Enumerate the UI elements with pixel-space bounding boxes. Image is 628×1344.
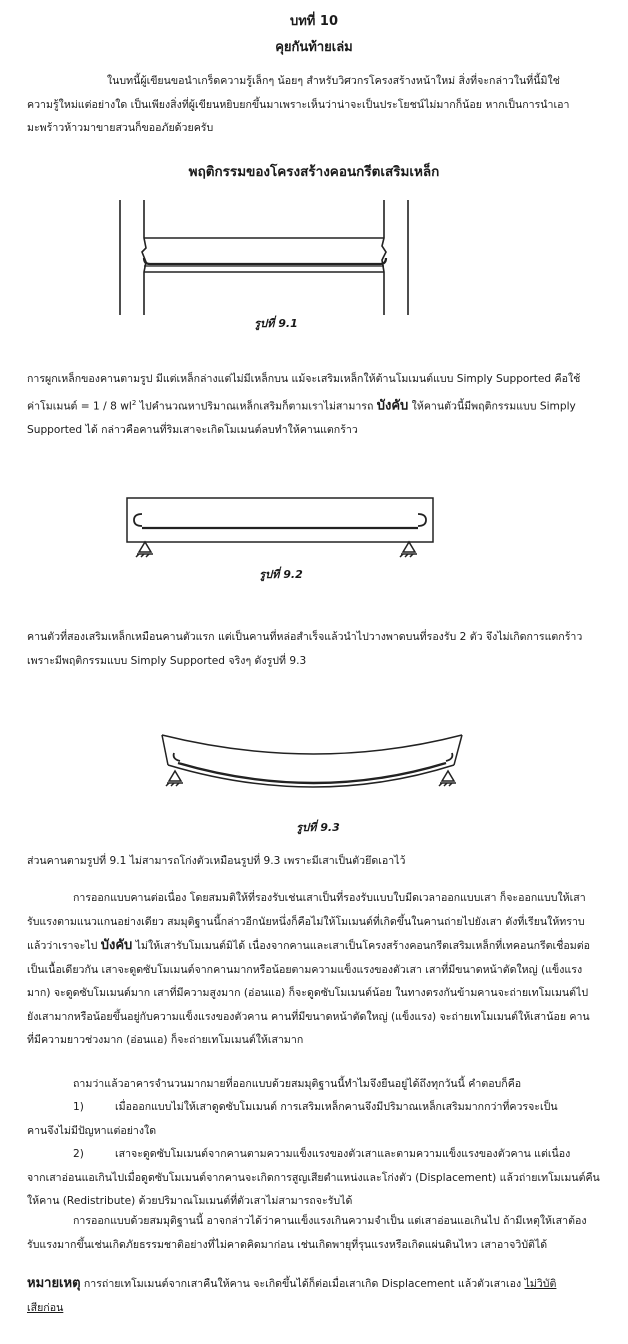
intro-line-1: ในบทนี้ผู้เขียนขอนำเกร็ดความรู้เล็กๆ น้อยๆ สำหรับวิศวกรโครงสร้างหน้าใหม่ สิ่งที่จะกล่าวในที่นี้มิใช่ <box>107 75 560 87</box>
note-underline-2: เสียก่อน <box>27 1301 64 1314</box>
para6-line: ถามว่าแล้วอาคารจำนวนมากมายที่ออกแบบด้วยสมมุติฐานนี้ทำไมจึงยืนอยู่ได้ถึงทุกวันนี้ คำตอบก็คือ <box>73 1078 522 1090</box>
para5-line-1: การออกแบบคานต่อเนื่อง โดยสมมติให้ที่รองรับเช่นเสาเป็นที่รองรับแบบใบมีดเวลาออกแบบเสา ก็จะออกแบบให้เสา <box>73 892 586 904</box>
figure-9-1-caption: รูปที่ 9.1 <box>254 317 298 330</box>
intro-line-3: มะพร้าวห้าวมาขายสวนก็ขออภัยด้วยครับ <box>27 122 214 134</box>
para2-line-2a: ค่าโมเมนต์ = 1 / 8 wl <box>27 400 132 413</box>
para5-line-2: รับแรงตามแนวแกนอย่างเดียว สมมุติฐานนี้กล่าวอีกนัยหนึ่งก็คือไม่ให้โมเมนต์ที่เกิดขึ้นในคานถ่ายไปยังเสา ดังที่เรียนให้ทราบ <box>27 915 585 928</box>
intro-line-2: ความรู้ใหม่แต่อย่างใด เป็นเพียงสิ่งที่ผู้เขียนหยิบยกขึ้นมาเพราะเห็นว่าน่าจะเป็นประโยชน์ไม่มากก็น้อย หากเป็นการนำเอา <box>27 98 570 111</box>
para2-line-2c: ให้คานตัวนี้มีพฤติกรรมแบบ Simply <box>408 400 576 413</box>
figure-9-3-caption: รูปที่ 9.3 <box>296 821 340 834</box>
para5-line-3 <box>27 934 612 959</box>
para2-emphasis: บังคับ <box>376 398 409 414</box>
para5-line-4: เป็นเนื้อเดียวกัน เสาจะดูดซับโมเมนต์จากคานมากหรือน้อยตามความแข็งแรงของตัวเสา เสาที่มีขนาดหน้าตัดใหญ่ (แข็งแรง <box>27 963 583 976</box>
paragraph-7 <box>27 1210 612 1257</box>
note-underline-1: ไม่วิบัติ <box>524 1278 557 1290</box>
para5-emphasis: บังคับ <box>100 938 133 953</box>
item2-line-2: จากเสาอ่อนแอเกินไปเมื่อดูดซับโมเมนต์จากคานจะเกิดการสูญเสียตำแหน่งและโก่งตัว (Displacement) แล้วถ่ายเทโมเมนต์คืน <box>27 1171 600 1184</box>
para3-line-2: เพราะมีพฤติกรรมแบบ Simply Supported จริงๆ ดังรูปที่ 9.3 <box>27 654 307 667</box>
item2-line-3: ให้คาน (Redistribute) ด้วยปริมาณโมเมนต์ที่ตัวเสาไม่สามารถจะรับได้ <box>27 1195 353 1207</box>
paragraph-5 <box>27 887 612 1053</box>
para2-line-2b: ไปคำนวณหาปริมาณเหล็กเสริมก็ตามเราไม่สามารถ <box>136 400 377 413</box>
para5-line-5: มาก) จะดูดซับโมเมนต์มาก เสาที่มีความสูงมาก (อ่อนแอ) ก็จะดูดซับโมเมนต์น้อย ในทางตรงกันข้ามคานจะถ่ายเทโมเมนต์ไป <box>27 987 589 999</box>
paragraph-2 <box>27 368 612 442</box>
para5-line-3b: ไม่ให้เสารับโมเมนต์มิได้ เนื่องจากคานและเสาเป็นโครงสร้างคอนกรีตเสริมเหล็กที่เทคอนกรีตเชื่อมต่อ <box>132 940 590 952</box>
para5-line-6: ยังเสามากหรือน้อยขึ้นอยู่กับความแข็งแรงของตัวคาน คานที่มีขนาดหน้าตัดใหญ่ (แข็งแรง) จะถ่ายเทโมเมนต์ให้เสาน้อย คาน <box>27 1010 590 1023</box>
chapter-subtitle: คุยกันท้ายเล่ม <box>275 40 353 55</box>
item1-line-2: คานจึงไม่มีปัญหาแต่อย่างใด <box>27 1124 157 1137</box>
note-text: การถ่ายเทโมเมนต์จากเสาคืนให้คาน จะเกิดขึ้นได้ก็ต่อเมื่อเสาเกิด Displacement แล้วตัวเสาเอง <box>80 1278 525 1290</box>
para2-line-3: Supported ได้ กล่าวคือคานที่ริมเสาจะเกิดโมเมนต์ลบทำให้คานแตกร้าว <box>27 423 358 436</box>
chapter-title: บทที่ 10 <box>289 14 338 29</box>
paragraph-3 <box>27 626 612 673</box>
list-item-2 <box>27 1143 612 1214</box>
figure-9-2-caption: รูปที่ 9.2 <box>259 568 303 581</box>
para2-superscript: 2 <box>131 398 137 407</box>
paragraph-6 <box>27 1073 612 1097</box>
intro-paragraph <box>27 70 612 141</box>
para7-line-2: รับแรงมากขึ้นเช่นเกิดภัยธรรมชาติอย่างที่ไม่คาดคิดมาก่อน เช่นเกิดพายุที่รุนแรงหรือเกิดแผ่นดินไหว เสาอาจวิบัติได้ <box>27 1238 548 1251</box>
item1-number: 1) <box>73 1101 84 1113</box>
figure-9-3-diagram <box>158 725 473 805</box>
item2-line-1: เสาจะดูดซับโมเมนต์จากคานตามความแข็งแรงของตัวเสาและตามความแข็งแรงของตัวคาน แต่เนื่อง <box>115 1148 571 1160</box>
item2-number: 2) <box>73 1148 84 1160</box>
note-label: หมายเหตุ <box>27 1276 81 1291</box>
para5-line-3a: แล้วว่าเราจะไป <box>27 940 101 952</box>
note <box>27 1272 612 1320</box>
paragraph-4: ส่วนคานตามรูปที่ 9.1 ไม่สามารถโก่งตัวเหมือนรูปที่ 9.3 เพราะมีเสาเป็นตัวยึดเอาไว้ <box>27 855 406 867</box>
figure-9-1-diagram <box>100 200 430 320</box>
section-heading: พฤติกรรมของโครงสร้างคอนกรีตเสริมเหล็ก <box>188 164 440 180</box>
list-item-1 <box>27 1096 612 1143</box>
para7-line-1: การออกแบบด้วยสมมุติฐานนี้ อาจกล่าวได้ว่าคานแข็งแรงเกินความจำเป็น แต่เสาอ่อนแอเกินไป ถ้ามีเหตุให้เสาต้อง <box>73 1215 587 1227</box>
para2-line-1: การผูกเหล็กของคานตามรูป มีแต่เหล็กล่างแต่ไม่มีเหล็กบน แม้จะเสริมเหล็กให้ต้านโมเมนต์แบบ Simply Supported คือใช้ <box>27 373 581 385</box>
para5-line-7: ที่มีความยาวช่วงมาก (อ่อนแอ) ก็จะถ่ายเทโมเมนต์ให้เสามาก <box>27 1034 304 1046</box>
figure-9-2-diagram <box>120 492 440 558</box>
para3-line-1: คานตัวที่สองเสริมเหล็กเหมือนคานตัวแรก แต่เป็นคานที่หล่อสำเร็จแล้วนำไปวางพาดบนที่รองรับ 2 ตัว จึงไม่เกิดการแตกร้าว <box>27 631 583 643</box>
para2-line-2 <box>27 392 612 419</box>
item1-line-1: เมื่อออกแบบไม่ให้เสาดูดซับโมเมนต์ การเสริมเหล็กคานจึงมีปริมาณเหล็กเสริมมากกว่าที่ควรจะเป็น <box>115 1101 558 1113</box>
